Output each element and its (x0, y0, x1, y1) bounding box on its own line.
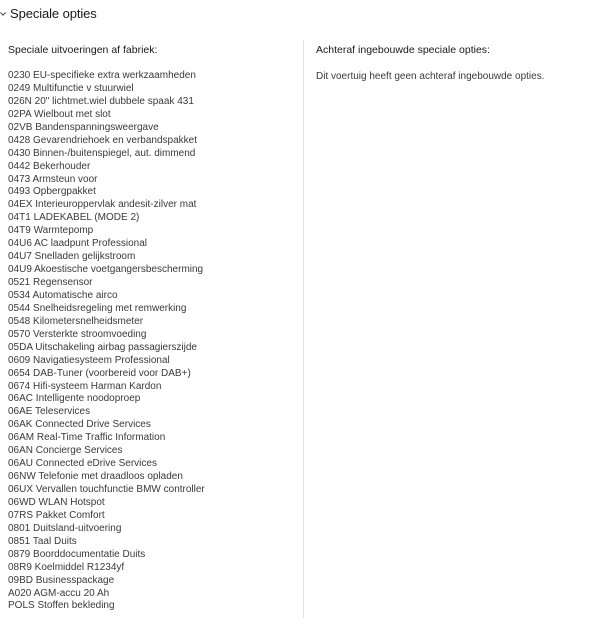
list-item: 04T9 Warmtepomp (8, 225, 94, 237)
list-item: 0654 DAB-Tuner (voorbereid voor DAB+) (8, 367, 191, 379)
retrofit-options-heading: Achteraf ingebouwde speciale opties: (316, 44, 490, 56)
list-item: 06AM Real-Time Traffic Information (8, 432, 166, 444)
list-item: 0442 Bekerhouder (8, 160, 91, 172)
list-item: 07RS Pakket Comfort (8, 509, 105, 521)
list-item: 0428 Gevarendriehoek en verbandspakket (8, 134, 198, 146)
list-item: 0521 Regensensor (8, 277, 93, 288)
section-header-speciale-opties[interactable] (0, 4, 97, 22)
list-item: 06AU Connected eDrive Services (8, 458, 157, 470)
list-item: 0674 Hifi-systeem Harman Kardon (8, 380, 162, 392)
list-item: 0473 Armsteun voor (8, 173, 98, 185)
list-item: 06WD WLAN Hotspot (8, 496, 105, 508)
chevron-down-icon (0, 12, 6, 16)
list-item: 0548 Kilometersnelheidsmeter (8, 315, 144, 327)
list-item: 026N 20" lichtmet.wiel dubbele spaak 431 (8, 95, 194, 107)
list-item: 04T1 LADEKABEL (MODE 2) (8, 212, 140, 224)
retrofit-options-text: Dit voertuig heeft geen achteraf ingebouwde opties. (316, 71, 545, 82)
list-item: 0570 Versterkte stroomvoeding (8, 328, 147, 340)
column-divider (303, 40, 304, 618)
list-item: 06UX Vervallen touchfunctie BMW controller (8, 484, 205, 495)
list-item: 09BD Businesspackage (8, 574, 115, 586)
list-item: 0609 Navigatiesysteem Professional (8, 354, 170, 366)
list-item: 0534 Automatische airco (8, 289, 118, 301)
list-item: 0430 Binnen-/buitenspiegel, aut. dimmend (8, 147, 196, 159)
list-item: POLS Stoffen bekleding (8, 600, 115, 612)
list-item: 0544 Snelheidsregeling met remwerking (8, 302, 187, 314)
list-item: 06AE Teleservices (8, 406, 91, 418)
list-item: 06AN Concierge Services (8, 445, 123, 457)
list-item: 06AC Intelligente noodoproep (8, 393, 141, 405)
list-item: 02VB Bandenspanningsweergave (8, 121, 159, 133)
list-item: 0851 Taal Duits (8, 535, 77, 547)
list-item: 04U9 Akoestische voetgangersbescherming (8, 264, 204, 276)
retrofit-options-column (316, 43, 596, 83)
factory-options-list (8, 70, 298, 613)
list-item: 06AK Connected Drive Services (8, 419, 151, 431)
factory-options-column (8, 43, 298, 613)
list-item: 08R9 Koelmiddel R1234yf (8, 561, 125, 573)
list-item: 04U6 AC laadpunt Professional (8, 238, 147, 250)
factory-options-heading: Speciale uitvoeringen af fabriek: (8, 44, 158, 56)
list-item: 04U7 Snelladen gelijkstroom (8, 251, 136, 263)
list-item: 0230 EU-specifieke extra werkzaamheden (8, 70, 196, 81)
list-item: 0249 Multifunctie v stuurwiel (8, 82, 134, 94)
list-item: 02PA Wielbout met slot (8, 108, 111, 120)
list-item: 0879 Boorddocumentatie Duits (8, 548, 146, 560)
list-item: 0801 Duitsland-uitvoering (8, 522, 122, 534)
list-item: A020 AGM-accu 20 Ah (8, 587, 110, 599)
list-item: 04EX Interieuroppervlak andesit-zilver mat (8, 199, 197, 211)
list-item: 06NW Telefonie met draadloos opladen (8, 471, 183, 483)
section-title: Speciale opties (10, 5, 97, 21)
list-item: 0493 Opbergpakket (8, 186, 96, 198)
list-item: 05DA Uitschakeling airbag passagierszijde (8, 341, 197, 353)
